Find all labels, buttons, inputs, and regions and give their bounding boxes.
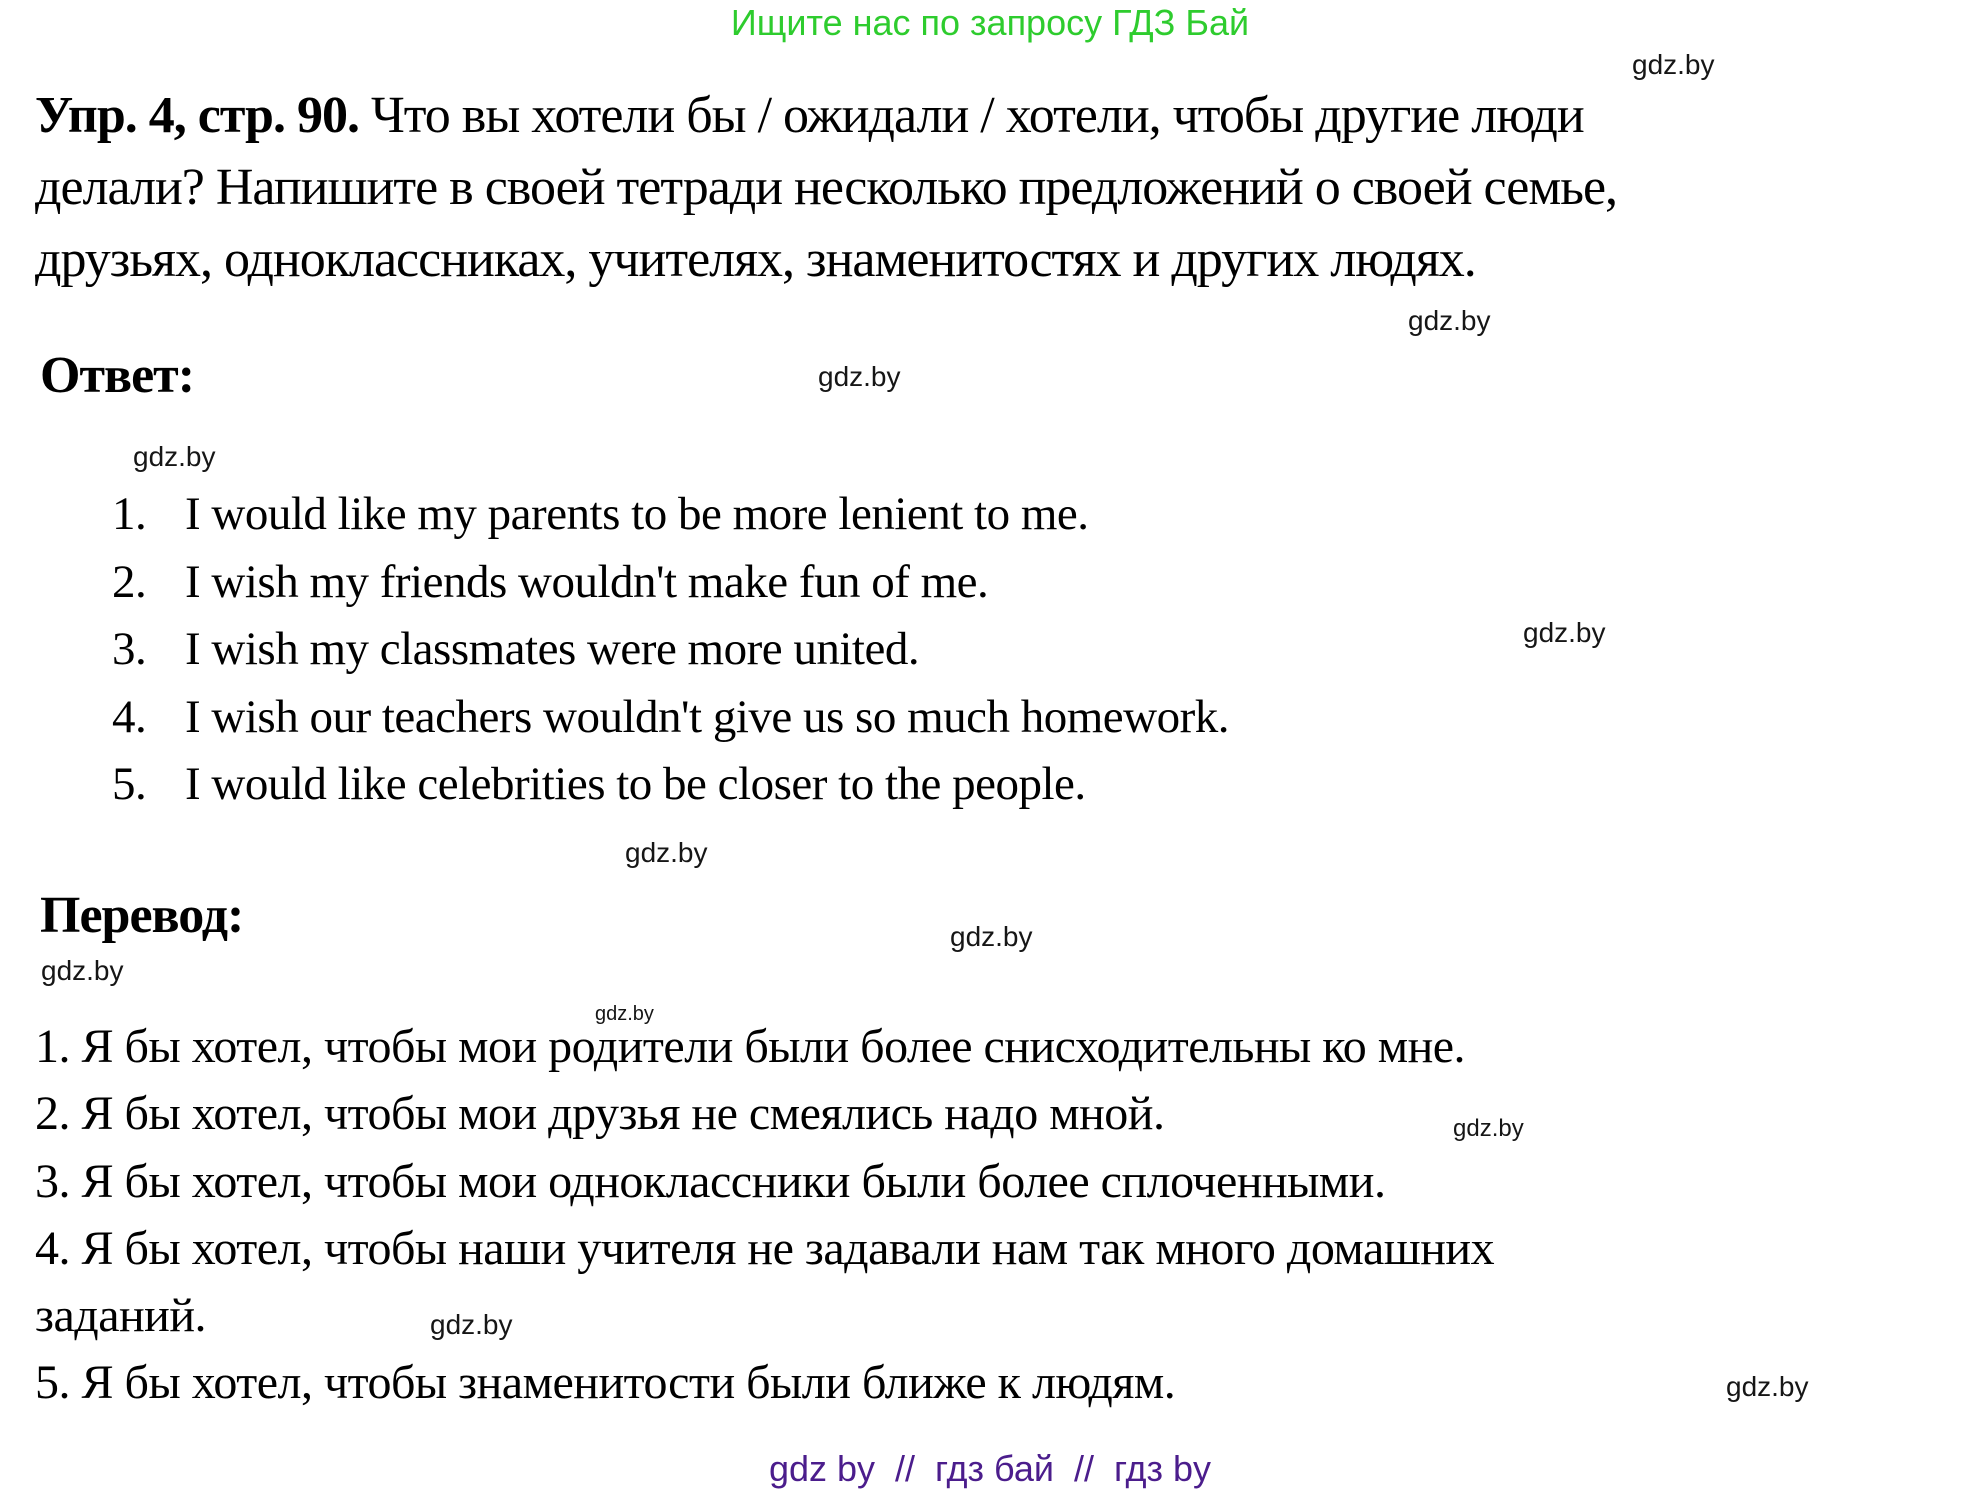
answer-heading: Ответ:: [40, 347, 195, 404]
translation-line-4-wrap: заданий.: [35, 1289, 207, 1343]
answer-item-number: 4.: [112, 690, 147, 743]
answer-item-text: I wish our teachers wouldn't give us so much homework.: [185, 690, 1229, 743]
translation-heading: Перевод:: [40, 887, 244, 944]
answer-item-2: [112, 549, 1852, 617]
translation-line-2: 2. Я бы хотел, чтобы мои друзья не смеялись надо мной.: [35, 1087, 1165, 1141]
answer-item-3: [112, 616, 1852, 684]
translation-line-5: 5. Я бы хотел, чтобы знаменитости были ближе к людям.: [35, 1356, 1176, 1410]
site-footer-text: gdz by // гдз бай // гдз by: [768, 1448, 1212, 1489]
gdz-watermark: gdz.by: [950, 921, 1033, 952]
gdz-watermark: gdz.by: [1453, 1115, 1524, 1142]
gdz-watermark: gdz.by: [41, 955, 124, 986]
answer-item-text: I would like my parents to be more lenient to me.: [185, 488, 1089, 540]
translation-line-3: 3. Я бы хотел, чтобы мои одноклассники были более сплоченными.: [35, 1154, 1386, 1208]
answer-item-text: I wish my classmates were more united.: [185, 623, 920, 675]
gdz-watermark: gdz.by: [1726, 1371, 1809, 1402]
promo-banner: Ищите нас по запросу ГДЗ Бай: [730, 2, 1250, 43]
translation-list: [35, 1013, 1935, 1417]
gdz-watermark: gdz.by: [595, 1003, 654, 1025]
answer-list: [112, 481, 1852, 819]
gdz-watermark: gdz.by: [430, 1309, 513, 1340]
answer-item-number: 3.: [112, 623, 147, 675]
exercise-label: Упр. 4, стр. 90.: [35, 87, 359, 144]
gdz-watermark: gdz.by: [625, 837, 708, 868]
answer-item-number: 5.: [112, 758, 147, 810]
gdz-watermark: gdz.by: [1523, 617, 1606, 648]
answer-item-number: 1.: [112, 488, 147, 540]
gdz-watermark: gdz.by: [1408, 305, 1491, 336]
answer-item-4: [112, 684, 1852, 752]
answer-item-text: I wish my friends wouldn't make fun of me.: [185, 555, 989, 608]
task-text-line-2: делали? Напишите в своей тетради несколько предложений о своей семье,: [35, 159, 1618, 216]
translation-line-4: 4. Я бы хотел, чтобы наши учителя не задавали нам так много домашних: [35, 1221, 1495, 1275]
answer-item-number: 2.: [112, 555, 147, 608]
task-text-line-3: друзьях, одноклассниках, учителях, знаменитостях и других людях.: [35, 231, 1476, 288]
answer-item-5: [112, 751, 1852, 819]
answer-item-1: [112, 481, 1852, 549]
gdz-watermark: gdz.by: [818, 361, 901, 392]
task-text-line-1: Что вы хотели бы / ожидали / хотели, чтобы другие люди: [358, 87, 1584, 144]
task-statement: [35, 80, 1945, 296]
gdz-watermark: gdz.by: [1632, 49, 1715, 80]
gdz-watermark: gdz.by: [133, 441, 216, 472]
answer-item-text: I would like celebrities to be closer to the people.: [185, 758, 1086, 810]
translation-line-1: 1. Я бы хотел, чтобы мои родители были более снисходительны ко мне.: [35, 1020, 1466, 1073]
